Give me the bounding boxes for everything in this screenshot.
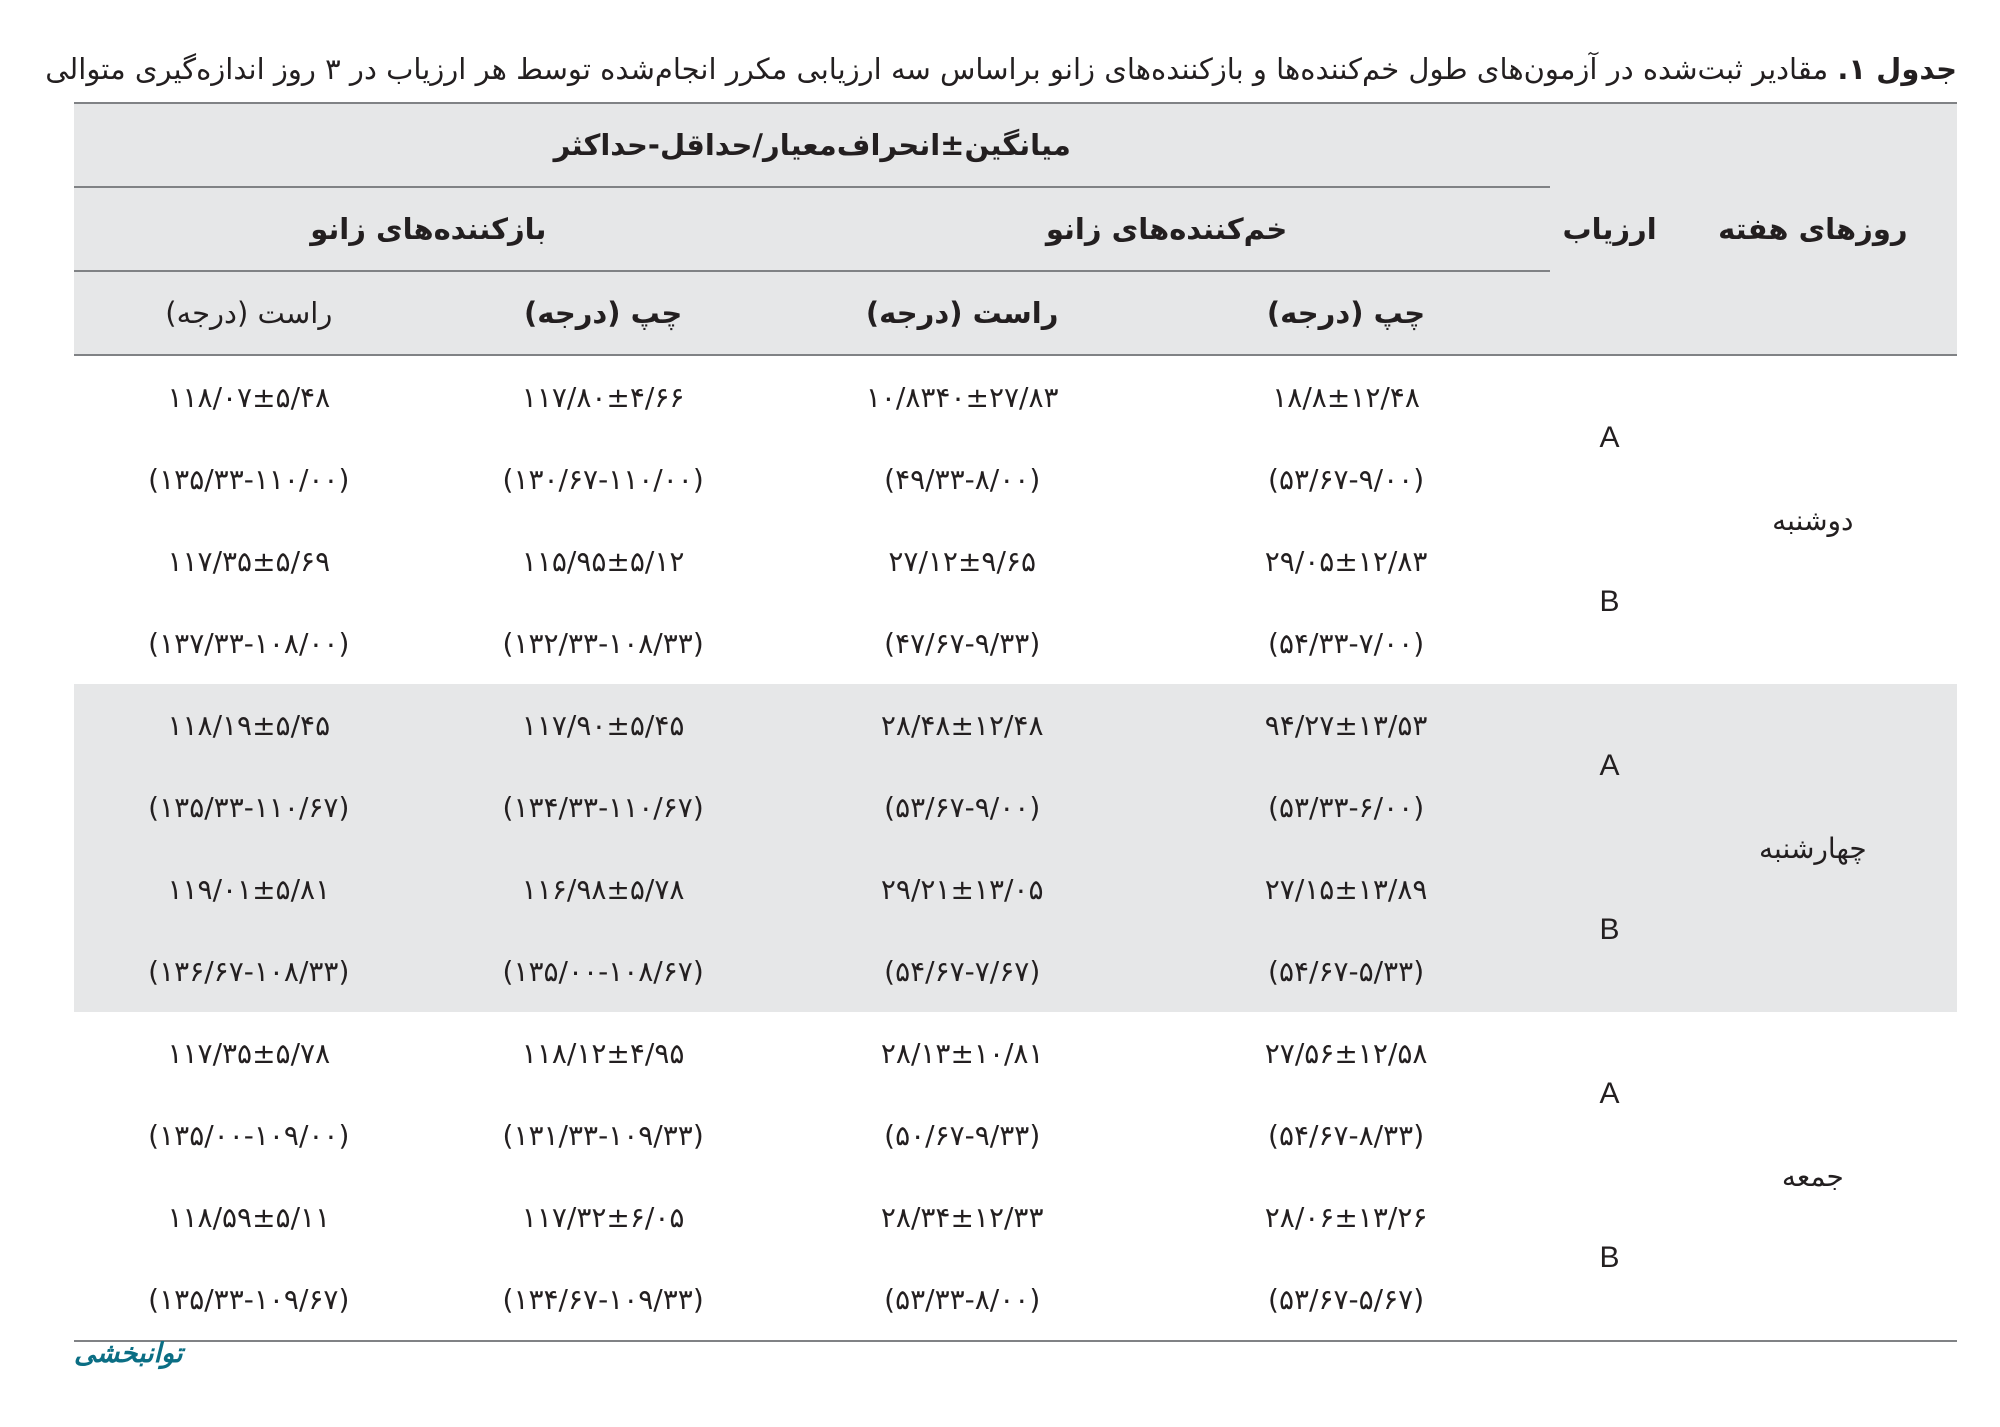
- day-cell: چهارشنبه: [1669, 684, 1957, 1012]
- caption-label: جدول ۱.: [1837, 52, 1957, 86]
- rater-cell: A: [1599, 1077, 1620, 1110]
- mean-sd-cell: ۹۴/۲۷±۱۳/۵۳: [1142, 684, 1551, 766]
- mean-sd-cell: ۱۱۸/۰۷±۵/۴۸: [167, 380, 331, 414]
- min-max-cell: (۵۴/۶۷-۵/۳۳): [1142, 930, 1551, 1012]
- header-ext-left: چپ (درجه): [424, 271, 783, 355]
- min-max-cell: (۱۳۰/۶۷-۱۱۰/۰۰): [502, 462, 704, 496]
- header-rater: ارزیاب: [1550, 104, 1668, 355]
- header-extensors: بازکننده‌های زانو: [74, 187, 783, 271]
- mean-sd-cell: ۱۱۷/۳۲±۶/۰۵: [521, 1200, 685, 1234]
- min-max-cell: (۵۳/۶۷-۹/۰۰): [783, 766, 1142, 848]
- mean-sd-cell: ۲۷/۱۲±۹/۶۵: [888, 544, 1036, 578]
- min-max-cell: (۱۳۴/۶۷-۱۰۹/۳۳): [424, 1258, 783, 1341]
- table-row: [74, 1012, 1957, 1094]
- data-table: [74, 104, 1957, 1342]
- min-max-cell: (۴۷/۶۷-۹/۳۳): [884, 626, 1041, 660]
- mean-sd-cell: ۱۱۷/۸۰±۴/۶۶: [521, 380, 685, 414]
- min-max-cell: (۱۳۱/۳۳-۱۰۹/۳۳): [502, 1118, 704, 1152]
- min-max-cell: (۱۳۵/۳۳-۱۱۰/۶۷): [74, 766, 424, 848]
- mean-sd-cell: ۲۹/۰۵±۱۲/۸۳: [1264, 544, 1428, 578]
- min-max-cell: (۱۳۴/۳۳-۱۱۰/۶۷): [424, 766, 783, 848]
- mean-sd-cell: ۲۸/۳۴±۱۲/۳۳: [880, 1200, 1044, 1234]
- day-cell: دوشنبه: [1772, 503, 1854, 537]
- rater-cell: B: [1550, 1176, 1668, 1341]
- min-max-cell: (۵۳/۶۷-۹/۰۰): [1268, 462, 1425, 496]
- mean-sd-cell: ۱۸/۸±۱۲/۴۸: [1272, 380, 1420, 414]
- mean-sd-cell: ۱۱۹/۰۱±۵/۸۱: [74, 848, 424, 930]
- header-flex-right: راست (درجه): [783, 271, 1142, 355]
- mean-sd-cell: ۲۸/۱۳±۱۰/۸۱: [880, 1036, 1044, 1070]
- data-table-wrapper: [74, 102, 1957, 1342]
- min-max-cell: (۵۳/۳۳-۶/۰۰): [1142, 766, 1551, 848]
- min-max-cell: (۱۳۵/۰۰-۱۰۹/۰۰): [148, 1118, 350, 1152]
- mean-sd-cell: ۲۷/۱۵±۱۳/۸۹: [1142, 848, 1551, 930]
- mean-sd-cell: ۱۱۷/۳۵±۵/۶۹: [167, 544, 331, 578]
- table-header: [74, 104, 1957, 355]
- min-max-cell: (۵۳/۶۷-۵/۶۷): [1142, 1258, 1551, 1341]
- mean-sd-cell: ۱۱۸/۱۲±۴/۹۵: [521, 1036, 685, 1070]
- table-row: [74, 355, 1957, 438]
- min-max-cell: (۱۳۶/۶۷-۱۰۸/۳۳): [74, 930, 424, 1012]
- mean-sd-cell: ۱۱۵/۹۵±۵/۱۲: [521, 544, 685, 578]
- min-max-cell: (۱۳۲/۳۳-۱۰۸/۳۳): [502, 626, 704, 660]
- header-flex-left: چپ (درجه): [1142, 271, 1551, 355]
- mean-sd-cell: ۲۷/۵۶±۱۲/۵۸: [1264, 1036, 1428, 1070]
- min-max-cell: (۵۴/۶۷-۷/۶۷): [783, 930, 1142, 1012]
- day-cell: جمعه: [1669, 1012, 1957, 1341]
- rater-cell: B: [1550, 848, 1668, 1012]
- mean-sd-cell: ۲۹/۲۱±۱۳/۰۵: [783, 848, 1142, 930]
- caption-text: مقادیر ثبت‌شده در آزمون‌های طول خم‌کننده‌ها و بازکننده‌های زانو براساس سه ارزیابی مکرر انجام‌شده توسط هر ارزیاب در ۳ روز اندازه‌گیری متوالی: [45, 52, 1829, 86]
- header-ext-right: راست (درجه): [74, 271, 424, 355]
- min-max-cell: (۵۰/۶۷-۹/۳۳): [884, 1118, 1041, 1152]
- mean-sd-cell: ۲۸/۰۶±۱۳/۲۶: [1264, 1200, 1428, 1234]
- mean-sd-cell: ۲۸/۴۸±۱۲/۴۸: [783, 684, 1142, 766]
- min-max-cell: (۱۳۵/۰۰-۱۰۸/۶۷): [424, 930, 783, 1012]
- rater-cell: A: [1550, 684, 1668, 848]
- min-max-cell: (۴۹/۳۳-۸/۰۰): [884, 462, 1041, 496]
- min-max-cell: (۱۳۵/۳۳-۱۱۰/۰۰): [148, 462, 350, 496]
- header-flexors: خم‌کننده‌های زانو: [783, 187, 1551, 271]
- mean-sd-cell: ۱۰/۸۳۴۰±۲۷/۸۳: [865, 380, 1059, 414]
- rater-cell: A: [1599, 421, 1620, 454]
- table-row: [74, 684, 1957, 766]
- min-max-cell: (۱۳۷/۳۳-۱۰۸/۰۰): [148, 626, 350, 660]
- header-stats: میانگین±انحراف‌معیار/حداقل-حداکثر: [74, 104, 1550, 187]
- min-max-cell: (۱۳۵/۳۳-۱۰۹/۶۷): [74, 1258, 424, 1341]
- min-max-cell: (۵۴/۶۷-۸/۳۳): [1268, 1118, 1425, 1152]
- table-body: [74, 355, 1957, 1341]
- mean-sd-cell: ۱۱۷/۹۰±۵/۴۵: [424, 684, 783, 766]
- mean-sd-cell: ۱۱۸/۱۹±۵/۴۵: [74, 684, 424, 766]
- mean-sd-cell: ۱۱۷/۳۵±۵/۷۸: [167, 1036, 331, 1070]
- mean-sd-cell: ۱۱۶/۹۸±۵/۷۸: [424, 848, 783, 930]
- table-caption: [45, 52, 1957, 86]
- min-max-cell: (۵۴/۳۳-۷/۰۰): [1268, 626, 1425, 660]
- mean-sd-cell: ۱۱۸/۵۹±۵/۱۱: [167, 1200, 331, 1234]
- journal-logo: توانبخشی: [74, 1338, 183, 1369]
- header-days: روزهای هفته: [1669, 104, 1957, 355]
- min-max-cell: (۵۳/۳۳-۸/۰۰): [783, 1258, 1142, 1341]
- rater-cell: B: [1599, 585, 1620, 618]
